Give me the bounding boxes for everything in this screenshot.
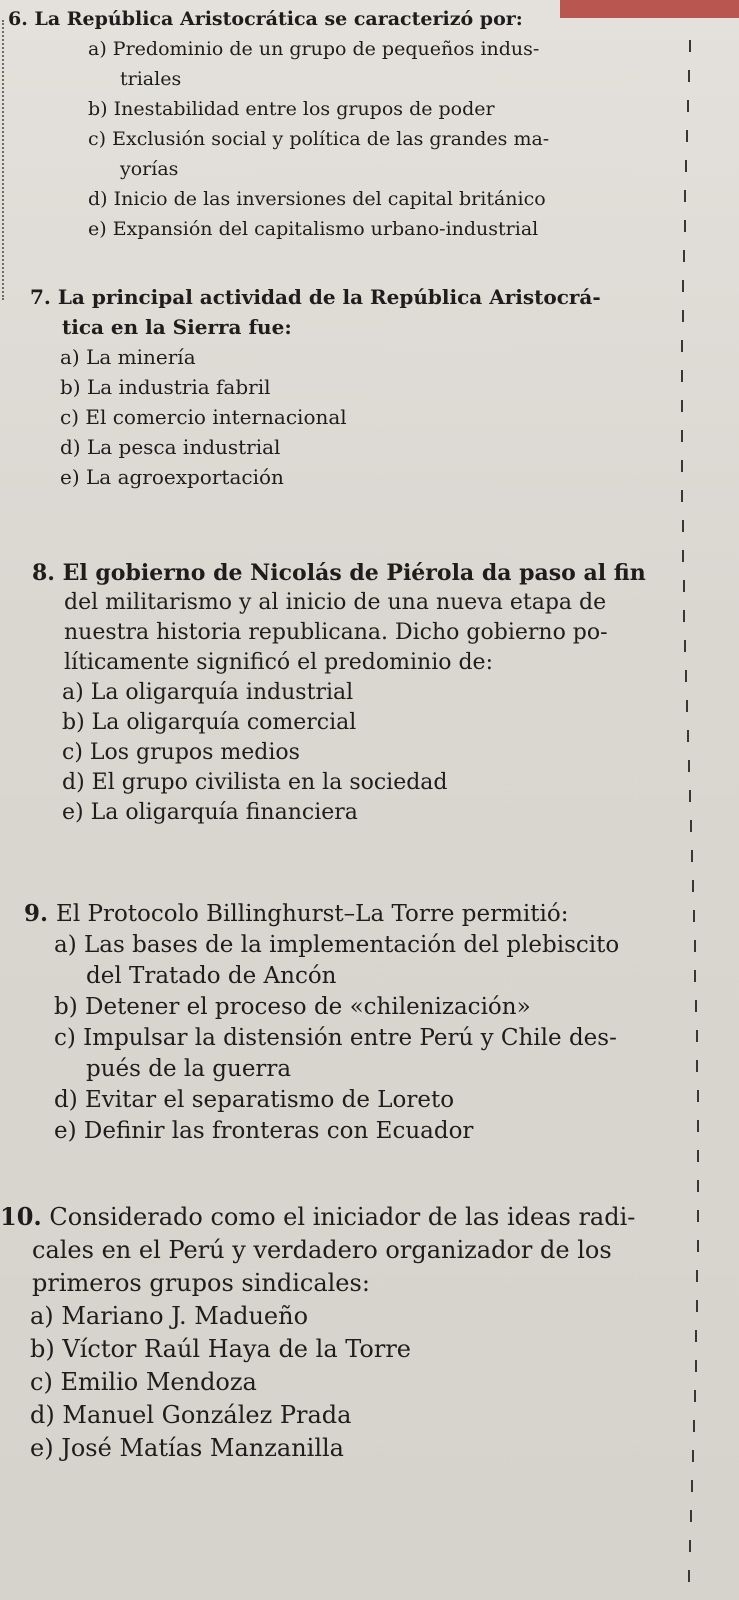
question-number: 6. (8, 8, 28, 30)
option-b[interactable]: b) La industria fabril (60, 375, 271, 399)
question-stem-line: cales en el Perú y verdadero organizador de los (32, 1236, 612, 1264)
margin-tick (697, 1210, 699, 1222)
option-e[interactable]: e) Definir las fronteras con Ecuador (54, 1118, 474, 1144)
margin-tick (696, 1300, 698, 1312)
option-c[interactable]: c) Los grupos medios (62, 740, 300, 765)
option-list (8, 34, 668, 244)
option-a[interactable]: a) Predominio de un grupo de pequeños indus- triales (88, 38, 540, 90)
question-text (32, 558, 692, 678)
margin-tick (685, 160, 687, 172)
question-number: 7. (30, 285, 51, 309)
margin-tick (689, 40, 691, 52)
option-b[interactable]: b) Detener el proceso de «chilenización» (54, 994, 531, 1020)
margin-tick (694, 940, 696, 952)
question-stem: Considerado como el iniciador de las ideas radi- (49, 1203, 636, 1231)
option-list (0, 1300, 660, 1465)
margin-tick (697, 1240, 699, 1252)
question-text (24, 898, 684, 930)
margin-tick (683, 250, 685, 262)
question-text (30, 282, 690, 342)
question-stem: La República Aristocrática se caracterizó por: (34, 8, 523, 30)
question-number: 8. (32, 560, 55, 586)
option-d[interactable]: d) El grupo civilista en la sociedad (62, 770, 448, 795)
margin-tick (695, 1330, 697, 1342)
option-c[interactable]: c) Exclusión social y política de las grandes ma- yorías (88, 128, 550, 180)
question-stem-line: líticamente significó el predominio de: (64, 650, 493, 675)
margin-tick (697, 1120, 699, 1132)
option-e[interactable]: e) Expansión del capitalismo urbano-industrial (88, 218, 539, 240)
margin-tick (693, 1420, 695, 1432)
question-text (0, 1200, 660, 1300)
margin-tick (689, 1540, 691, 1552)
question-7 (30, 282, 690, 492)
option-c[interactable]: c) Emilio Mendoza (30, 1368, 257, 1396)
margin-tick (684, 190, 686, 202)
margin-tick (688, 70, 690, 82)
margin-tick (682, 520, 684, 532)
question-10 (0, 1200, 660, 1465)
margin-tick (687, 100, 689, 112)
option-b[interactable]: b) Víctor Raúl Haya de la Torre (30, 1335, 411, 1363)
option-e[interactable]: e) La oligarquía financiera (62, 800, 358, 825)
margin-tick (686, 130, 688, 142)
question-6 (8, 4, 668, 244)
margin-tick (697, 1180, 699, 1192)
question-stem: La principal actividad de la República Aristocrá- (57, 285, 601, 309)
option-d[interactable]: d) Inicio de las inversiones del capital británico (88, 188, 546, 210)
question-stem: El Protocolo Billinghurst–La Torre permitió: (56, 901, 569, 927)
question-stem: El gobierno de Nicolás de Piérola da paso al fin (62, 560, 646, 586)
option-a[interactable]: a) Las bases de la implementación del plebiscito del Tratado de Ancón (54, 932, 620, 989)
option-e[interactable]: e) José Matías Manzanilla (30, 1434, 344, 1462)
margin-tick (688, 1570, 690, 1582)
option-list (30, 342, 690, 492)
option-d[interactable]: d) Manuel González Prada (30, 1401, 352, 1429)
margin-tick (694, 1390, 696, 1402)
option-c[interactable]: c) Impulsar la distensión entre Perú y Chile des- pués de la guerra (54, 1025, 617, 1082)
margin-tick (684, 220, 686, 232)
question-stem-line: del militarismo y al inicio de una nueva etapa de (64, 590, 607, 615)
margin-tick (696, 1060, 698, 1072)
option-a[interactable]: a) La minería (60, 345, 196, 369)
question-9 (24, 898, 684, 1147)
question-stem-line: primeros grupos sindicales: (32, 1269, 370, 1297)
question-stem-line: nuestra historia republicana. Dicho gobierno po- (64, 620, 608, 645)
option-a[interactable]: a) La oligarquía industrial (62, 680, 354, 705)
margin-tick (697, 1090, 699, 1102)
margin-tick (692, 1450, 694, 1462)
margin-tick (694, 970, 696, 982)
margin-tick (695, 1000, 697, 1012)
margin-tick (691, 850, 693, 862)
question-text (8, 4, 668, 34)
option-d[interactable]: d) La pesca industrial (60, 435, 281, 459)
question-8 (32, 558, 692, 828)
margin-tick (693, 910, 695, 922)
question-number: 9. (24, 900, 49, 927)
margin-tick (697, 1150, 699, 1162)
option-list (24, 930, 684, 1147)
margin-tick (692, 880, 694, 892)
option-d[interactable]: d) Evitar el separatismo de Loreto (54, 1087, 455, 1113)
option-c[interactable]: c) El comercio internacional (60, 405, 347, 429)
question-stem-cont: tica en la Sierra fue: (62, 315, 292, 339)
option-e[interactable]: e) La agroexportación (60, 465, 284, 489)
option-b[interactable]: b) La oligarquía comercial (62, 710, 357, 735)
margin-tick (691, 1480, 693, 1492)
margin-tick (695, 1360, 697, 1372)
margin-tick (696, 1270, 698, 1282)
option-list (32, 678, 692, 828)
margin-tick (696, 1030, 698, 1042)
question-number: 10. (0, 1202, 42, 1231)
option-a[interactable]: a) Mariano J. Madueño (30, 1302, 309, 1330)
option-b[interactable]: b) Inestabilidad entre los grupos de poder (88, 98, 495, 120)
margin-tick (690, 1510, 692, 1522)
